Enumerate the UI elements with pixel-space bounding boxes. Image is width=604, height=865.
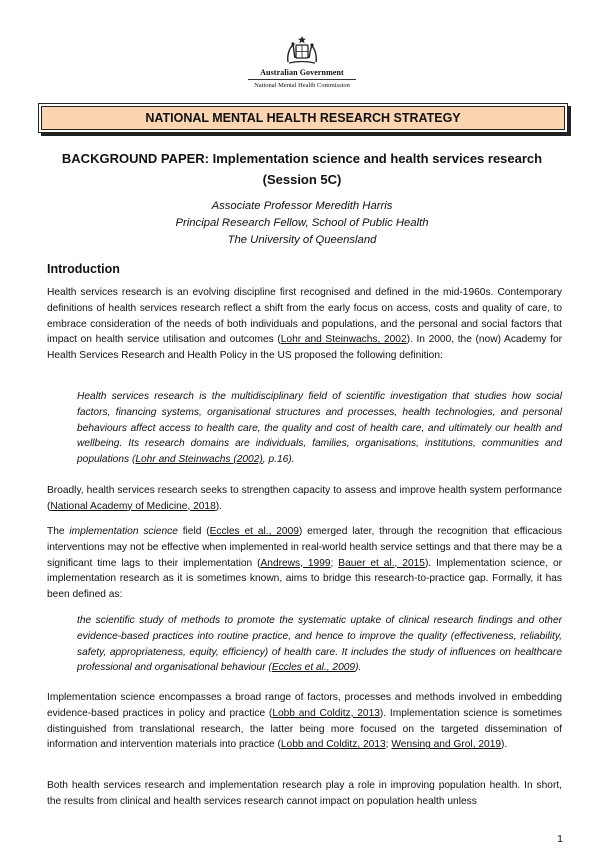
coat-of-arms-icon <box>285 36 319 66</box>
paragraph-text: Health services research is an evolving discipline first recognised and defined in the mid-1960s. Contemporary definitions of health services research reflect a shift from the early focus on access, costs and quality of care, to embrace consideration of the needs of both individuals and populations, and the personal and social factors that impact on health service utilisation and outcomes ( <box>47 287 562 346</box>
author-block <box>40 198 564 249</box>
quote-2 <box>77 613 562 676</box>
paper-title <box>40 148 564 190</box>
citation-link[interactable]: Eccles et al., 2009 <box>209 526 299 537</box>
author-name: Associate Professor Meredith Harris <box>211 200 393 212</box>
citation-link[interactable]: Eccles et al., 2009 <box>271 662 356 674</box>
strategy-banner-title: NATIONAL MENTAL HEALTH RESEARCH STRATEGY <box>41 106 565 130</box>
author-university: The University of Queensland <box>227 234 377 246</box>
quote-text: , p.16). <box>262 454 295 466</box>
paper-session-line: (Session 5C) <box>262 172 342 187</box>
citation-link[interactable]: Lohr and Steinwachs, 2002 <box>280 334 407 346</box>
citation-link[interactable]: Lobb and Colditz, 2013 <box>280 739 386 751</box>
paragraph-text: The <box>47 526 70 537</box>
emphasis-text: implementation science <box>69 526 178 537</box>
citation-link[interactable]: Lobb and Colditz, 2013 <box>272 707 380 719</box>
paragraph-text: Both health services research and implementation research play a role in improving population health. In short, the results from clinical and health services research cannot impact on population health unless <box>47 780 562 807</box>
paragraph-text: ). In 2000, the (now) Academy for Health Services Research and Health Policy in the US proposed the following definition: <box>47 334 563 362</box>
author-role: Principal Research Fellow, School of Public Health <box>175 217 429 229</box>
logo-divider <box>248 79 356 80</box>
commission-name: National Mental Health Commission <box>254 82 350 89</box>
paragraph-text: ). Implementation science is sometimes distinguished from translational research, the latter being more focused on the targeted dissemination of information and intervention materials into practice ( <box>47 707 562 751</box>
paragraph-5 <box>47 778 562 810</box>
paragraph-text: ). Implementation science, or implementation research as it is sometimes known, aims to bridge this research-to-practice gap. Formally, it has been defined as: <box>47 557 563 601</box>
paper-title-line: BACKGROUND PAPER: Implementation science and health services research <box>61 151 543 166</box>
separator-text: ; <box>385 739 392 751</box>
quote-1 <box>77 389 562 468</box>
paragraph-text: ). <box>501 739 508 751</box>
citation-link[interactable]: Wensing and Grol, 2019 <box>391 739 502 751</box>
strategy-banner <box>38 103 568 133</box>
paragraph-4 <box>47 690 562 753</box>
paragraph-text: ). <box>215 500 223 512</box>
citation-link[interactable]: Andrews, 1999 <box>260 557 331 569</box>
paragraph-text: ) emerged later, through the recognition that efficacious interventions may not be effective when implemented in real-world health service settings and that there may be a significant time lags to their implementation ( <box>47 526 562 569</box>
page-number: 1 <box>557 833 563 845</box>
quote-text: the scientific study of methods to promote the systematic uptake of clinical research findings and other evidence-based practices into routine practice, and hence to improve the quality (effectiveness, reliability, safety, appropriateness, equity, efficiency) of health care. It includes the study of influences on healthcare professional and organisational behaviour ( <box>77 615 562 674</box>
paragraph-1 <box>47 285 562 364</box>
citation-link[interactable]: National Academy of Medicine, 2018 <box>50 500 216 512</box>
paragraph-text: field ( <box>177 526 210 537</box>
organization-name: Australian Government <box>260 68 344 77</box>
section-heading: Introduction <box>47 262 120 276</box>
quote-text: ). <box>355 662 362 674</box>
paragraph-text: Broadly, health services research seeks to strengthen capacity to assess and improve health system performance ( <box>47 485 562 512</box>
separator-text: ; <box>330 557 339 569</box>
quote-text: Health services research is the multidisciplinary field of scientific investigation that studies how social factors, financing systems, organisational structures and processes, health technologies, and personal behaviours affect access to health care, the quality and cost of health care, and ultimately our health and wellbeing. Its research domains are individuals, families, organisations, institutions, communities and populations ( <box>77 391 562 466</box>
paragraph-3 <box>47 524 562 603</box>
government-logo <box>0 36 604 89</box>
paragraph-2 <box>47 483 562 515</box>
citation-link[interactable]: Lohr and Steinwachs (2002) <box>135 454 263 466</box>
paragraph-text: Implementation science encompasses a broad range of factors, processes and methods involved in embedding evidence-based practices in policy and practice ( <box>47 692 562 719</box>
citation-link[interactable]: Bauer et al., 2015 <box>338 557 425 569</box>
